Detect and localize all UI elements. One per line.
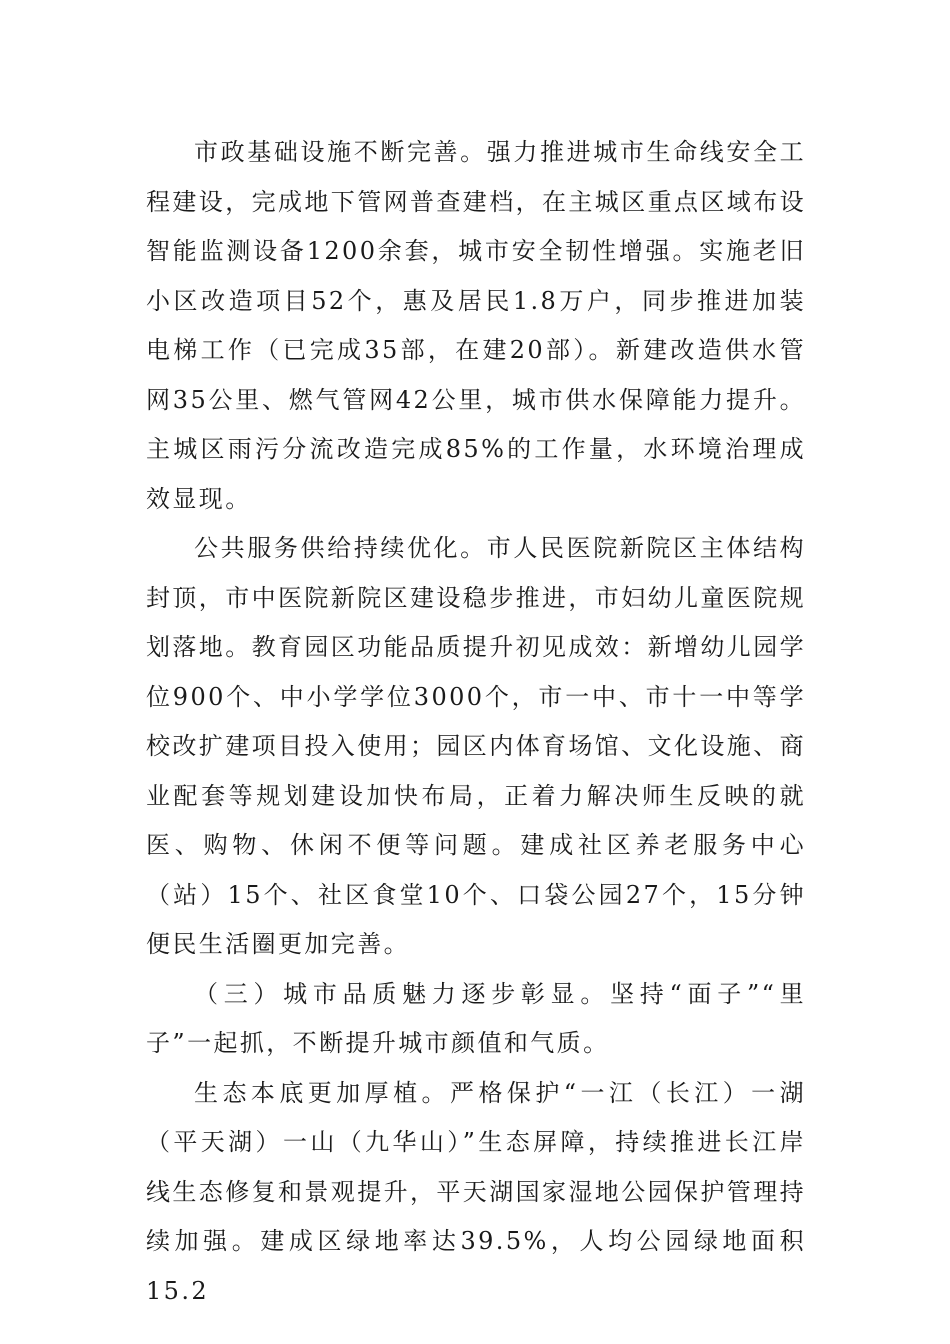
paragraph-municipal-infrastructure: 市政基础设施不断完善。强力推进城市生命线安全工程建设，完成地下管网普查建档，在主城区重点区域布设智能监测设备1200余套，城市安全韧性增强。实施老旧小区改造项目52个，惠及居民1.8万户，同步推进加装电梯工作（已完成35部，在建20部）。新建改造供水管网35公里、燃气管网42公里，城市供水保障能力提升。主城区雨污分流改造完成85%的工作量，水环境治理成效显现。 (146, 138, 806, 513)
paragraph-section-three-heading: （三）城市品质魅力逐步彰显。坚持“面子”“里子”一起抓，不断提升城市颜值和气质。 (146, 979, 806, 1057)
paragraph-public-services: 公共服务供给持续优化。市人民医院新院区主体结构封顶，市中医院新院区建设稳步推进，市妇幼儿童医院规划落地。教育园区功能品质提升初见成效：新增幼儿园学位900个、中小学学位3000个，市一中、市十一中等学校改扩建项目投入使用；园区内体育场馆、文化设施、商业配套等规划建设加快布局，正着力解决师生反映的就医、购物、休闲不便等问题。建成社区养老服务中心（站）15个、社区食堂10个、口袋公园27个，15分钟便民生活圈更加完善。 (146, 534, 806, 958)
document-body (146, 128, 806, 1316)
paragraph-ecology: 生态本底更加厚植。严格保护“一江（长江）一湖（平天湖）一山（九华山）”生态屏障，持续推进长江岸线生态修复和景观提升，平天湖国家湿地公园保护管理持续加强。建成区绿地率达39.5%，人均公园绿地面积15.2 (146, 1078, 806, 1305)
